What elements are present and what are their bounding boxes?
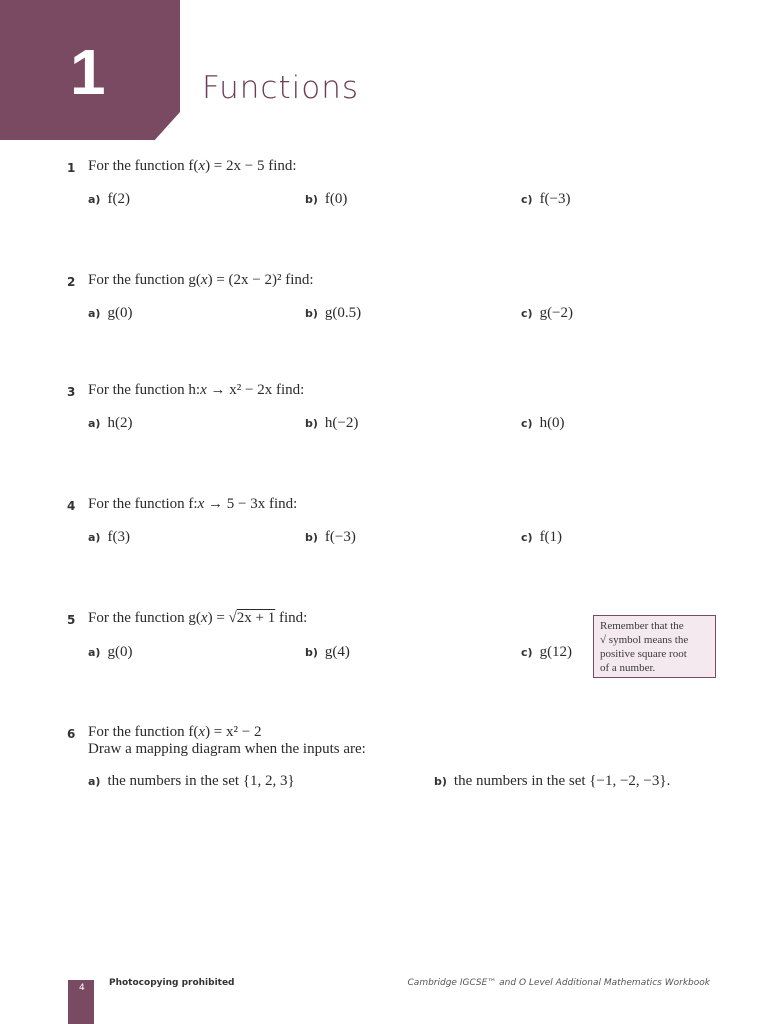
chapter-number: 1 [70, 36, 106, 108]
question-part: a) g(0) [88, 644, 133, 660]
hint-line: positive square root [600, 648, 687, 660]
question-number: 2 [67, 275, 76, 289]
hint-line: Remember that the [600, 620, 684, 632]
question-part: a) h(2) [88, 415, 133, 431]
question-part: b) the numbers in the set {−1, −2, −3}. [434, 773, 671, 789]
question-part: b) f(−3) [305, 529, 356, 545]
question-instruction: Draw a mapping diagram when the inputs are: [88, 741, 366, 757]
question-number: 6 [67, 727, 76, 741]
question-text: For the function g(x) = (2x − 2)² find: [88, 272, 314, 288]
question-part: a) g(0) [88, 305, 133, 321]
question-part: c) h(0) [521, 415, 565, 431]
question-number: 3 [67, 385, 76, 399]
question-part: b) f(0) [305, 191, 348, 207]
question-part: c) g(−2) [521, 305, 574, 321]
question-part: c) f(−3) [521, 191, 571, 207]
hint-box [593, 615, 716, 678]
question-part: a) f(3) [88, 529, 130, 545]
question-part: c) g(12) [521, 644, 573, 660]
question-text: For the function h:x → x² − 2x find: [88, 382, 305, 398]
footer-book-title: Cambridge IGCSE™ and O Level Additional Mathematics Workbook [407, 978, 710, 988]
hint-line: of a number. [600, 662, 656, 674]
question-number: 1 [67, 161, 76, 175]
question-part: b) g(4) [305, 644, 350, 660]
question-part: c) f(1) [521, 529, 563, 545]
question-text: For the function f(x) = x² − 2 [88, 724, 262, 740]
question-text: For the function g(x) = √2x + 1 find: [88, 610, 308, 626]
question-number: 5 [67, 613, 76, 627]
question-part: b) g(0.5) [305, 305, 362, 321]
question-part: b) h(−2) [305, 415, 359, 431]
page-number: 4 [79, 983, 85, 993]
question-text: For the function f:x → 5 − 3x find: [88, 496, 298, 512]
footer-notice: Photocopying prohibited [109, 978, 235, 988]
question-number: 4 [67, 499, 76, 513]
hint-line: √ symbol means the [600, 634, 689, 646]
question-part: a) f(2) [88, 191, 130, 207]
chapter-title: Functions [202, 70, 360, 106]
question-text: For the function f(x) = 2x − 5 find: [88, 158, 297, 174]
question-part: a) the numbers in the set {1, 2, 3} [88, 773, 295, 789]
